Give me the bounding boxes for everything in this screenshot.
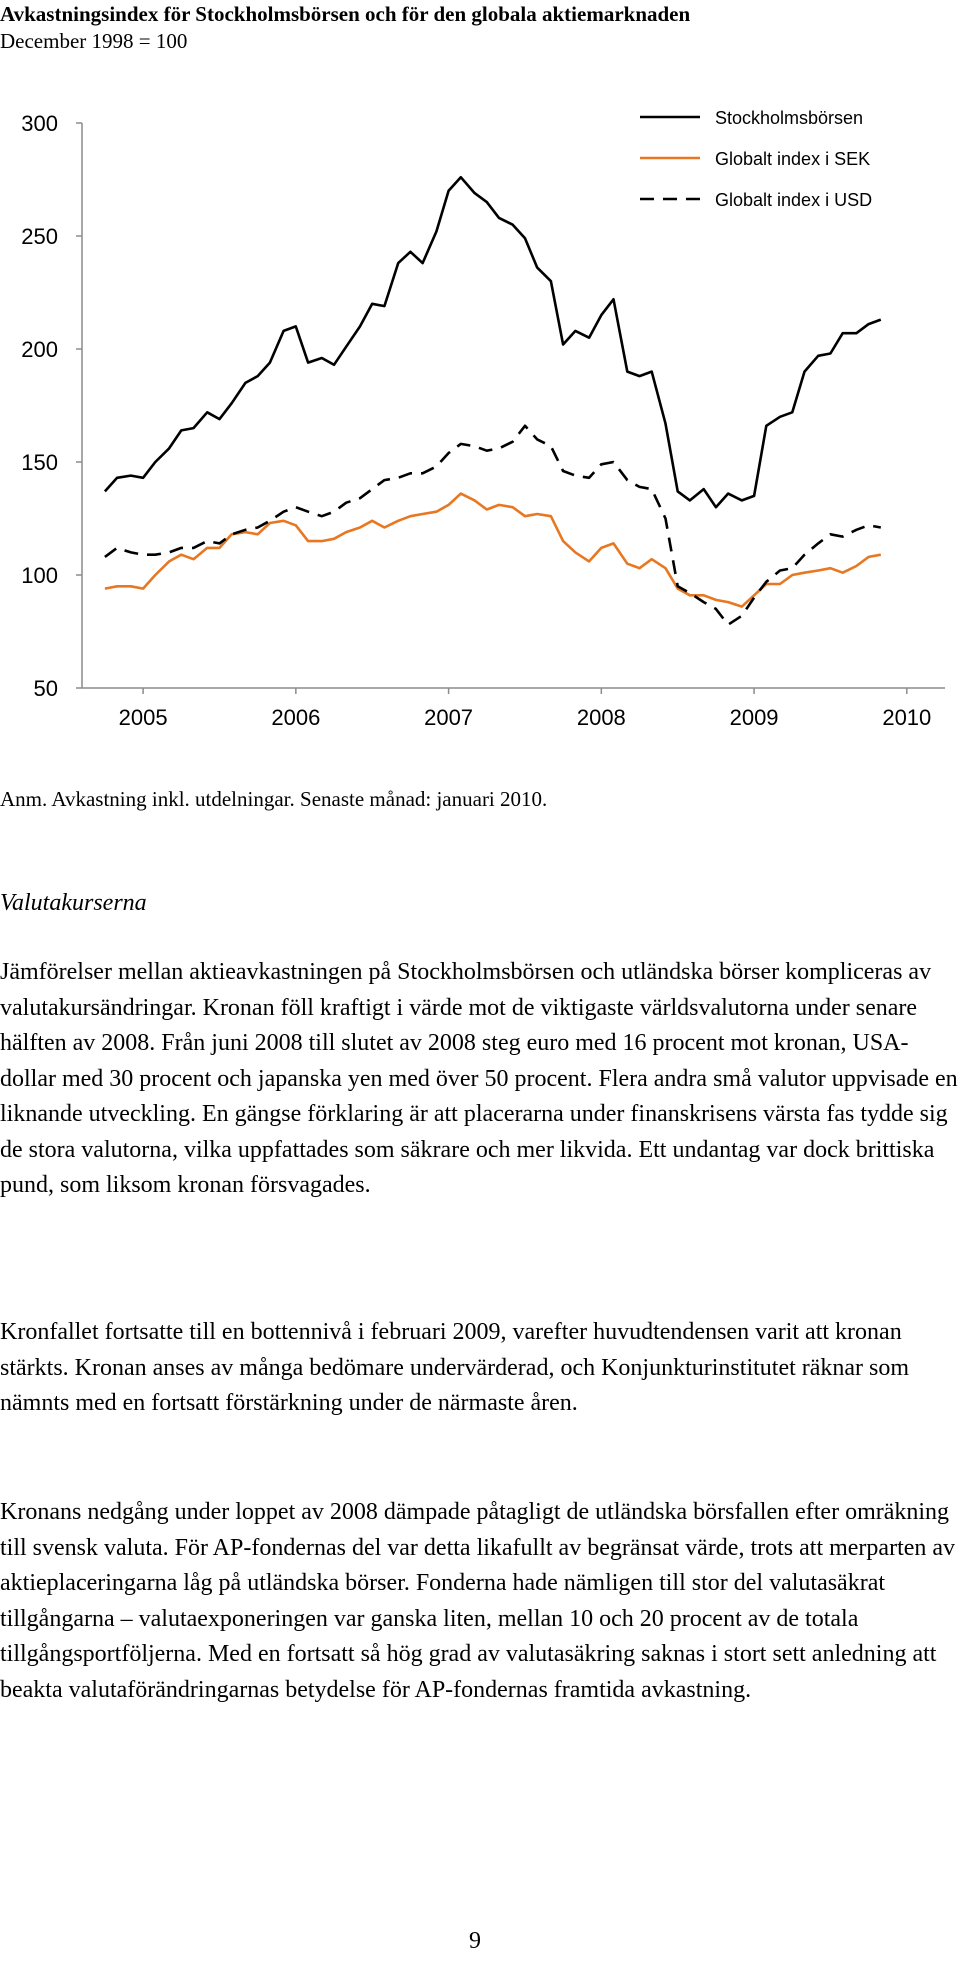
x-tick-label: 2006 xyxy=(271,705,321,730)
x-tick-label: 2007 xyxy=(424,705,474,730)
x-tick-label: 2010 xyxy=(882,705,932,730)
legend-label: Globalt index i USD xyxy=(715,190,873,210)
series-line-3 xyxy=(105,426,881,625)
y-tick-label: 250 xyxy=(21,224,58,249)
page-number: 9 xyxy=(469,1928,481,1954)
paragraph: Kronans nedgång under loppet av 2008 dämpade påtagligt de utländska börsfallen efter omräkning till svensk valuta. För AP-fondernas del var detta likafullt av begränsat värde, trots att merparten av aktieplaceringarna låg på utländska börser. Fonderna hade nämligen till stor del valutasäkrat tillgångarna – valutaexponeringen var ganska liten, mellan 10 och 20 procent av de totala tillgångsportföljerna. Med en fortsatt så hög grad av valutasäkring saknas i stort sett anledning att beakta valutaförändringarnas betydelse för AP-fondernas framtida avkastning. xyxy=(0,1499,956,1703)
paragraph: Jämförelser mellan aktieavkastningen på Stockholmsbörsen och utländska börser kompliceras av valutakursändringar. Kronan föll kraftigt i värde mot de viktigaste världsvalutorna under senare hälften av 2008. Från juni 2008 till slutet av 2008 steg euro med 16 procent mot kronan, USA-dollar med 30 procent och japanska yen med över 50 procent. Flera andra små valutor uppvisade en liknande utveckling. En gängse förklaring är att placerarna under finanskrisens värsta fas tydde sig de stora valutorna, vilka uppfattades som säkrare och mer likvida. Ett undantag var dock brittiska pund, som liksom kronan försvagades. xyxy=(0,959,958,1198)
x-tick-label: 2009 xyxy=(729,705,779,730)
section-heading: Valutakurserna xyxy=(0,890,147,916)
legend-label: Globalt index i SEK xyxy=(715,149,871,169)
legend-label: Stockholmsbörsen xyxy=(715,108,864,128)
y-tick-label: 300 xyxy=(21,111,58,136)
x-tick-label: 2008 xyxy=(576,705,626,730)
line-chart xyxy=(0,90,960,750)
y-tick-label: 50 xyxy=(33,676,58,701)
chart-title: Avkastningsindex för Stockholmsbörsen och för den globala aktiemarknaden xyxy=(0,2,691,26)
y-tick-label: 200 xyxy=(21,337,58,362)
series-line-1 xyxy=(105,177,881,507)
paragraph: Kronfallet fortsatte till en bottennivå i februari 2009, varefter huvudtendensen varit att kronan stärkts. Kronan anses av många bedömare undervärderad, och Konjunkturinstitutet räknar som nämnts med en fortsatt förstärkning under de närmaste åren. xyxy=(0,1319,910,1416)
y-tick-label: 100 xyxy=(21,563,58,588)
x-tick-label: 2005 xyxy=(118,705,168,730)
chart-subtitle: December 1998 = 100 xyxy=(0,29,188,53)
chart-note: Anm. Avkastning inkl. utdelningar. Senaste månad: januari 2010. xyxy=(0,787,548,811)
series-line-2 xyxy=(105,494,881,607)
y-tick-label: 150 xyxy=(21,450,58,475)
